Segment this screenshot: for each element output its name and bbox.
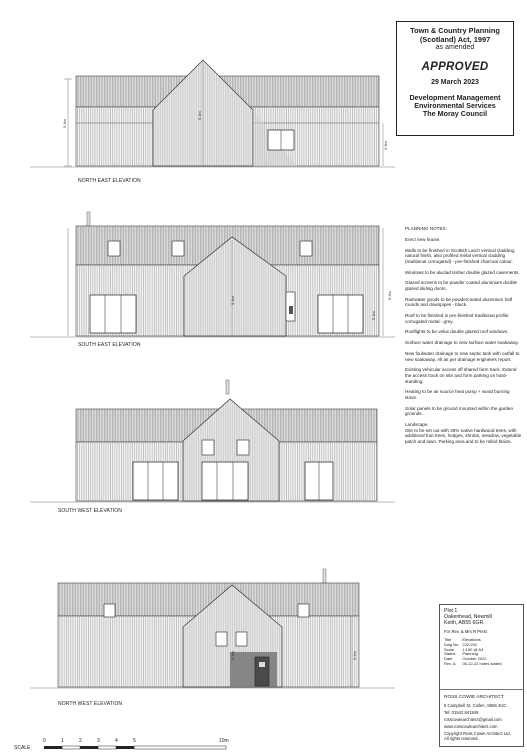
note-item: Erect new house. [405,236,441,242]
note-item: Walls to be finished in Scottish Larch vertical cladding, natural finish, also profiled metal vertical cladding (traditional corrugated) - pre-finished charcoal colour. [405,247,516,264]
south-east-elevation-label: SOUTH EAST ELEVATION [78,342,141,348]
scale-tick-label: 0 [43,738,46,744]
north-west-elevation [30,569,395,688]
note-item: New foulwater drainage to new septic tank with outfall to new soakaway. All as per drainage engineers report. [405,351,520,362]
ne-dim-1: 5.4m [62,119,67,128]
table-row: Status Planning [444,651,478,657]
note-item: Heating to be air source heat pump + wood burning stove. [405,389,510,400]
ne-dim-3: 2.9m [383,141,388,150]
north-east-elevation-label: NORTH EAST ELEVATION [78,178,141,184]
stamp-act-title: Town & Country Planning [410,26,500,35]
se-dim-2: 6.3m [387,291,392,300]
stamp-dept-1: Development Management [409,92,501,102]
scale-tick-label: 10m [219,738,229,744]
stamp-amended: as amended [435,44,475,51]
firm-tel: Tel: 01542 841849 [444,710,479,715]
note-item: Surface water drainage to new surface water soakaway. [405,340,519,346]
se-dim-1: 5.4m [230,296,235,305]
site-address-2: Keith, AB55 6GR. [444,620,485,626]
scale-bar [44,746,226,749]
stamp-dept-3: The Moray Council [422,108,488,118]
south-west-elevation [30,380,395,502]
planning-notes [405,226,523,450]
scale-tick-label: 3 [97,738,100,744]
nw-dim-2: 6.2m [352,651,357,660]
firm-address: 5 Campbell St, Cullen, AB56 4UC [444,703,507,708]
firm-name: ROSS COWIE ARCHITECT [444,695,504,700]
note-item: Glazed screens to be powder coated aluminium double glazed sliding doors. [405,280,518,291]
title-block [439,604,524,747]
note-item: Solar panels to be ground mounted within the garden grounds. [405,405,514,417]
table-row: Rev. A 06-12-22 notes added [444,660,502,666]
title-block-divider [440,689,523,690]
scale-tick-label: 1 [61,738,64,744]
note-item: Rainwater goods to be powdercoated aluminium half rounds and downpipes - black. [405,296,512,308]
table-row: Title Elevations [444,637,481,642]
stamp-act-subtitle: (Scotland) Act, 1997 [419,34,491,44]
south-east-elevation [30,212,395,337]
nw-dim-1: 5.4m [230,651,235,660]
firm-website: www.rosscowiearchitect.com [444,724,498,729]
note-item: Rooflights to be velux double glazed roof windows. [405,329,509,335]
client-name: For Rev. & Mrs R Prest [444,629,487,634]
table-row: Scale 1:100 @ A3 [444,646,484,652]
stamp-status: APPROVED [421,60,489,73]
drawing-info-table [444,638,505,667]
scale-tick-label: 4 [115,738,118,744]
note-item: Roof to be finished in pre-finished traditional profile corrugated metal - grey. [405,313,509,324]
north-east-elevation [30,60,395,167]
stamp-date: 29 March 2023 [431,79,479,86]
stamp-dept-2: Environmental Services [414,100,496,110]
se-dim-3: 5.4m [371,311,376,320]
north-west-elevation-label: NORTH WEST ELEVATION [58,701,123,707]
scale-label: SCALE [14,745,31,751]
ne-dim-2: 6.4m [197,111,202,120]
scale-tick-label: 2 [79,738,82,744]
site-address-1: Oakenhead, Newmill [444,614,492,620]
firm-email: rosscowiearchitect@gmail.com [444,717,502,722]
table-row: Date October 2022 [444,656,487,662]
note-item: Windows to be aluclad timber double glazed casements. [405,269,520,275]
note-item: Landscape. Site to be set out with 25% native hardwood trees, with additional fruit trees, hedges, shrubs, meadow, vegetable patch and lawn. Parking area and to be rolled blaize. [405,422,522,444]
table-row: Dwg No. 222-202 [444,641,478,647]
planning-notes-heading: PLANNING NOTES: [405,226,447,231]
copyright-1: Copyright Ross Cowie Architect Ltd. [444,731,511,736]
nw-door-panel [230,652,277,687]
south-west-elevation-label: SOUTH WEST ELEVATION [58,508,122,514]
copyright-2: All rights reserved. [444,736,479,741]
scale-tick-label: 5 [133,738,136,744]
note-item: Existing vehicular access off shared farm track. Extend the access track on site and form parking on hard-standing. [405,367,517,384]
plot-number: Plot 1 [444,608,458,614]
